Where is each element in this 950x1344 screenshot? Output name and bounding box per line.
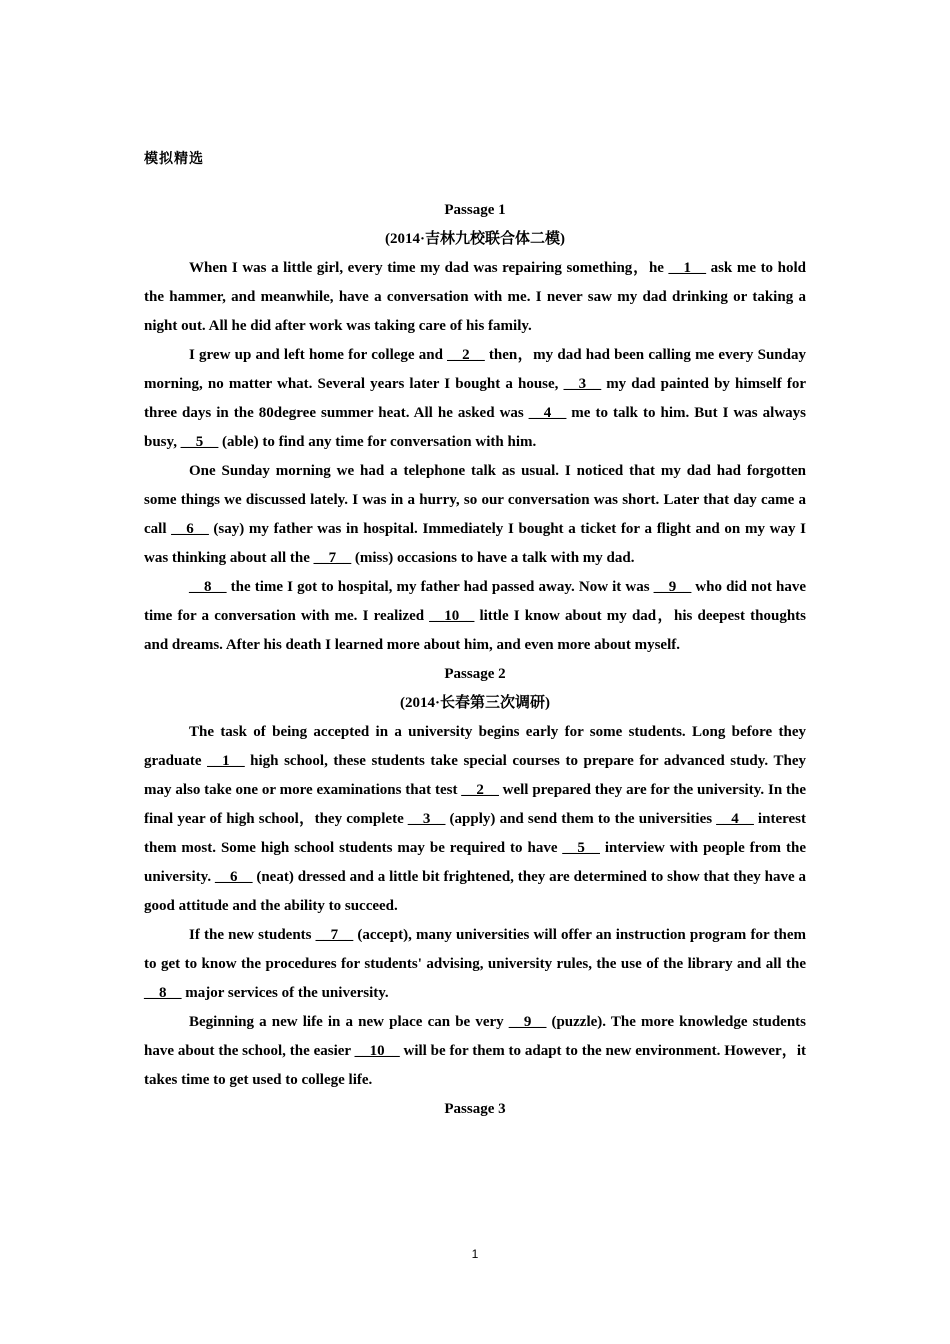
section-header: 模拟精选 — [144, 152, 204, 167]
paragraph-text: little I know about my dad，his deepest thoughts and dreams. After his death I learned more about him, and even more about myself. — [144, 608, 806, 653]
passage-paragraph — [144, 573, 806, 660]
passage-paragraph — [144, 341, 806, 457]
paragraph-text: When I was a little girl, every time my dad was repairing something，he — [189, 260, 669, 276]
fill-in-blank: __4__ — [528, 405, 567, 421]
passage-paragraph — [144, 254, 806, 341]
passage-source: (2014·长春第三次调研) — [400, 695, 550, 711]
passage-paragraph — [144, 1008, 806, 1095]
fill-in-blank: __8__ — [189, 579, 227, 595]
passage-title: Passage 1 — [444, 202, 506, 218]
fill-in-blank: __5__ — [180, 434, 219, 450]
paragraph-text: major services of the university. — [181, 985, 389, 1001]
paragraph-text: who did not have time for a conversation with me. I realized — [144, 579, 806, 624]
fill-in-blank: __10__ — [429, 608, 475, 624]
paragraph-text: will be for them to adapt to the new environment. However，it takes time to get used to college life. — [144, 1043, 806, 1088]
paragraph-text: (puzzle). The more knowledge students have about the school, the easier — [144, 1014, 807, 1059]
paragraph-text: (say) my father was in hospital. Immediately I bought a ticket for a flight and on my way I was thinking about all the — [144, 521, 806, 566]
paragraph-text: The task of being accepted in a university begins early for some students. Long before they graduate — [144, 724, 806, 769]
fill-in-blank: __1__ — [668, 260, 707, 276]
fill-in-blank: __8__ — [144, 985, 182, 1001]
fill-in-blank: __6__ — [214, 869, 253, 885]
passage-title: Passage 2 — [444, 666, 506, 682]
fill-in-blank: __7__ — [313, 550, 352, 566]
paragraph-text: (apply) and send them to the universities — [445, 811, 717, 827]
passage-title: Passage 3 — [444, 1101, 506, 1117]
passage-paragraph — [144, 457, 806, 573]
fill-in-blank: __2__ — [447, 347, 485, 363]
passage-paragraph — [144, 718, 806, 921]
paragraph-text: interview with people from the university. — [144, 840, 806, 885]
paragraph-text: Beginning a new life in a new place can be very — [189, 1014, 509, 1030]
fill-in-blank: __6__ — [171, 521, 209, 537]
paragraph-text: well prepared they are for the university. In the final year of high school，they complete — [144, 782, 806, 827]
page-number: 1 — [471, 1247, 479, 1261]
paragraph-text: interest them most. Some high school students may be required to have — [144, 811, 806, 856]
passage-paragraph — [144, 921, 806, 1008]
fill-in-blank: __1__ — [207, 753, 245, 769]
paragraph-text: (accept), many universities will offer an instruction program for them to get to know the procedures for students' advising, university rules, the use of the library and all the — [144, 927, 806, 972]
fill-in-blank: __10__ — [354, 1043, 400, 1059]
fill-in-blank: __9__ — [653, 579, 692, 595]
paragraph-text: One Sunday morning we had a telephone talk as usual. I noticed that my dad had forgotten some things we discussed lately. I was in a hurry, so our conversation was short. Later that day came a call — [144, 463, 806, 537]
paragraph-text: the time I got to hospital, my father had passed away. Now it was — [226, 579, 654, 595]
paragraph-text: me to talk to him. But I was always busy, — [144, 405, 807, 450]
fill-in-blank: __3__ — [407, 811, 446, 827]
fill-in-blank: __7__ — [315, 927, 354, 943]
paragraph-text: (able) to find any time for conversation with him. — [218, 434, 537, 450]
fill-in-blank: __9__ — [508, 1014, 547, 1030]
fill-in-blank: __4__ — [716, 811, 754, 827]
paragraph-text: then，my dad had been calling me every Sunday morning, no matter what. Several years later I bought a house, — [144, 347, 806, 392]
paragraph-text: my dad painted by himself for three days in the 80degree summer heat. All he asked was — [144, 376, 806, 421]
passage-source: (2014·吉林九校联合体二模) — [385, 231, 565, 247]
paragraph-text: ask me to hold the hammer, and meanwhile, have a conversation with me. I never saw my dad drinking or taking a night out. All he did after work was taking care of his family. — [144, 260, 806, 334]
fill-in-blank: __2__ — [461, 782, 499, 798]
paragraph-text: (miss) occasions to have a talk with my dad. — [351, 550, 635, 566]
paragraph-text: I grew up and left home for college and — [189, 347, 448, 363]
fill-in-blank: __5__ — [562, 840, 600, 856]
passages-container — [144, 196, 806, 1124]
paragraph-text: high school, these students take special courses to prepare for advanced study. They may also take one or more examinations that test — [144, 753, 806, 798]
paragraph-text: (neat) dressed and a little bit frightened, they are determined to show that they have a good attitude and the ability to succeed. — [144, 869, 806, 914]
fill-in-blank: __3__ — [563, 376, 602, 392]
paragraph-text: If the new students — [189, 927, 316, 943]
